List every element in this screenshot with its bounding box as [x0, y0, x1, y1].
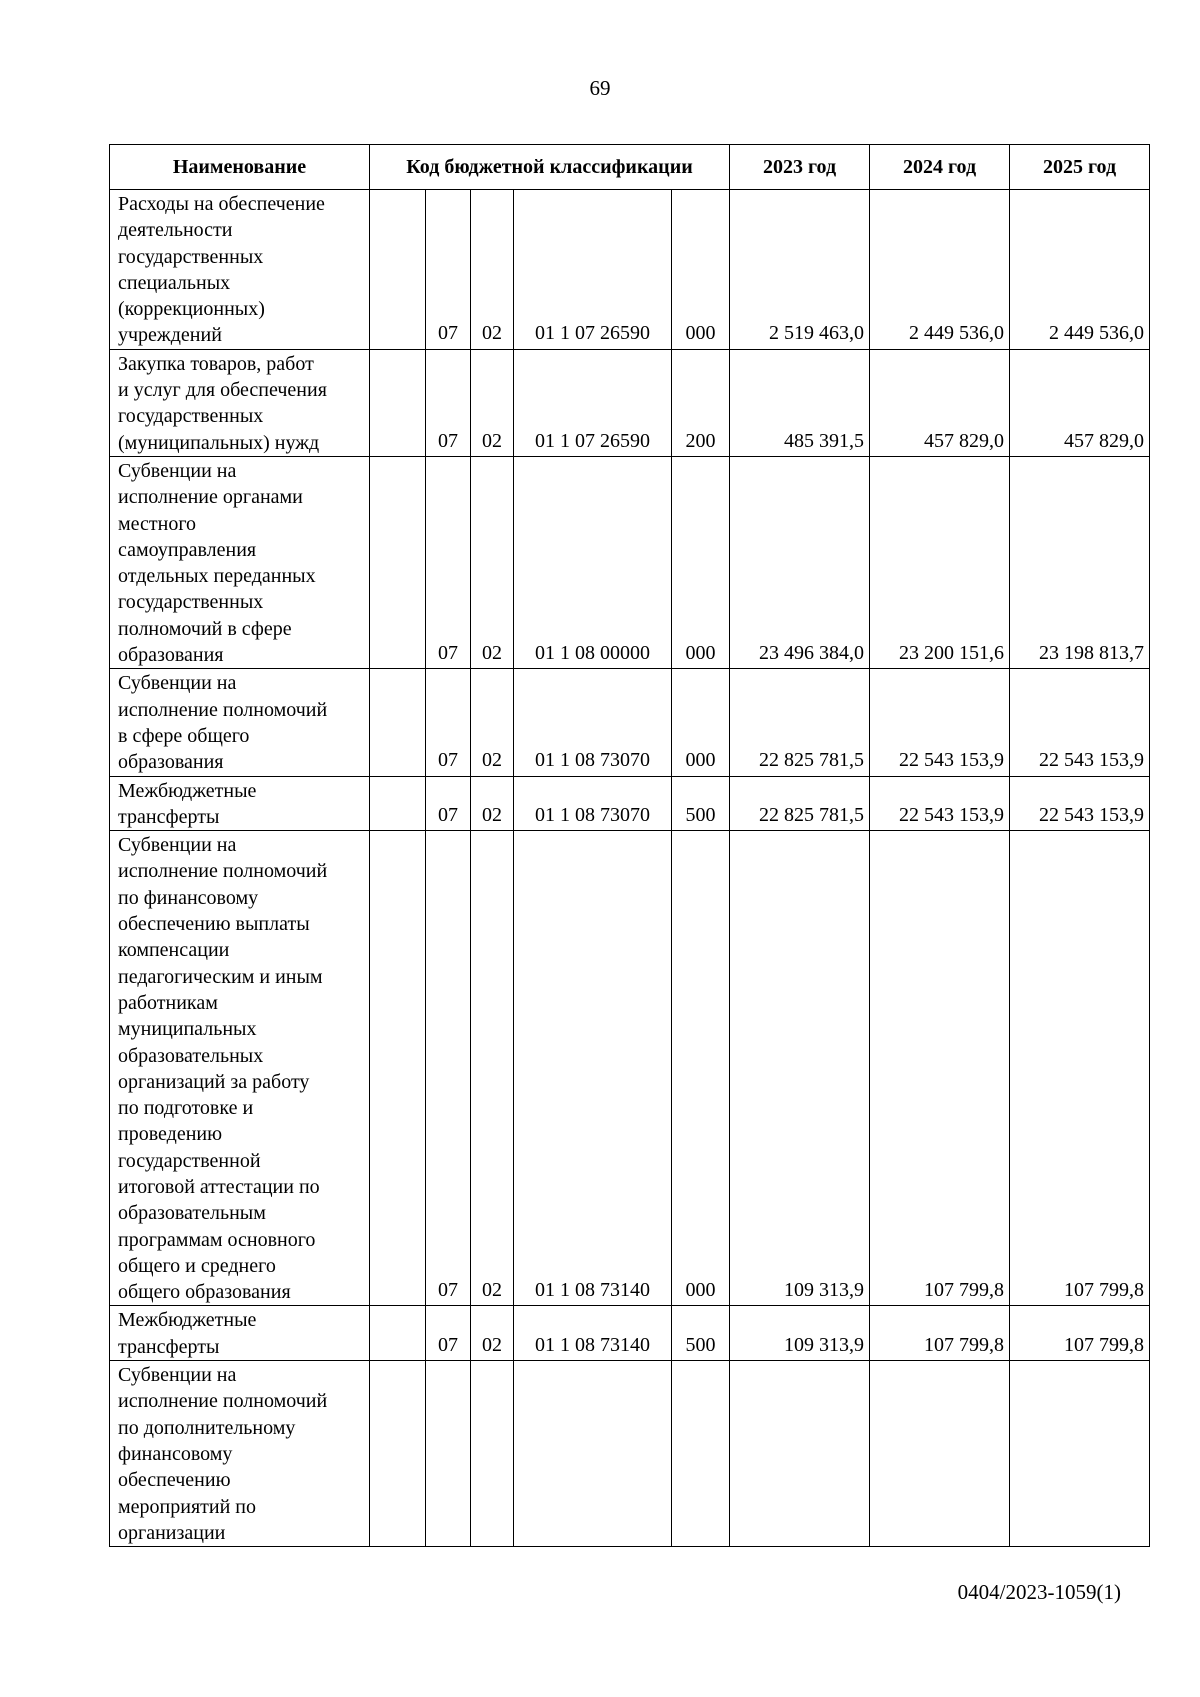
table-row	[110, 831, 1150, 1306]
code-target-article	[514, 1361, 672, 1547]
amount-2024: 22 543 153,9	[870, 669, 1010, 776]
amount-2023: 22 825 781,5	[730, 669, 870, 776]
header-name: Наименование	[110, 145, 370, 190]
code-col1	[370, 831, 426, 1306]
table-row	[110, 776, 1150, 831]
row-name: Закупка товаров, работ и услуг для обеспечения государственных (муниципальных) нужд	[110, 349, 370, 456]
amount-2025: 107 799,8	[1010, 831, 1150, 1306]
code-col1	[370, 1361, 426, 1547]
code-col1	[370, 1306, 426, 1361]
header-2024: 2024 год	[870, 145, 1010, 190]
code-target-article: 01 1 08 00000	[514, 456, 672, 668]
code-subsection: 02	[471, 190, 514, 350]
amount-2025: 23 198 813,7	[1010, 456, 1150, 668]
code-section	[426, 1361, 471, 1547]
table-row	[110, 669, 1150, 776]
amount-2023: 22 825 781,5	[730, 776, 870, 831]
amount-2023: 109 313,9	[730, 1306, 870, 1361]
row-name: Субвенции на исполнение полномочий по финансовому обеспечению выплаты компенсации педагогическим и иным работникам муниципальных образовательных организаций за работу по подготовке и проведению государственной итоговой аттестации по образовательным программам основного общего и среднего общего образования	[110, 831, 370, 1306]
code-target-article: 01 1 08 73140	[514, 1306, 672, 1361]
amount-2025: 2 449 536,0	[1010, 190, 1150, 350]
amount-2024: 2 449 536,0	[870, 190, 1010, 350]
amount-2024: 22 543 153,9	[870, 776, 1010, 831]
code-target-article: 01 1 08 73140	[514, 831, 672, 1306]
code-expense-type: 200	[672, 349, 730, 456]
code-expense-type: 500	[672, 776, 730, 831]
code-section: 07	[426, 1306, 471, 1361]
code-col1	[370, 669, 426, 776]
page-number: 69	[589, 76, 611, 100]
code-section: 07	[426, 669, 471, 776]
amount-2023: 109 313,9	[730, 831, 870, 1306]
amount-2024: 23 200 151,6	[870, 456, 1010, 668]
code-expense-type: 000	[672, 831, 730, 1306]
table-row	[110, 1361, 1150, 1547]
amount-2024: 107 799,8	[870, 1306, 1010, 1361]
header-code: Код бюджетной классификации	[370, 145, 730, 190]
code-col1	[370, 776, 426, 831]
amount-2023: 2 519 463,0	[730, 190, 870, 350]
amount-2023: 485 391,5	[730, 349, 870, 456]
amount-2023: 23 496 384,0	[730, 456, 870, 668]
code-section: 07	[426, 456, 471, 668]
code-expense-type: 000	[672, 456, 730, 668]
row-name: Межбюджетные трансферты	[110, 1306, 370, 1361]
amount-2024: 457 829,0	[870, 349, 1010, 456]
code-section: 07	[426, 349, 471, 456]
code-subsection	[471, 1361, 514, 1547]
code-subsection: 02	[471, 669, 514, 776]
row-name: Межбюджетные трансферты	[110, 776, 370, 831]
code-expense-type: 000	[672, 190, 730, 350]
row-name: Субвенции на исполнение полномочий по дополнительному финансовому обеспечению мероприятий по организации	[110, 1361, 370, 1547]
table-header-row	[110, 145, 1150, 190]
amount-2023	[730, 1361, 870, 1547]
code-col1	[370, 456, 426, 668]
code-subsection: 02	[471, 456, 514, 668]
amount-2025	[1010, 1361, 1150, 1547]
code-target-article: 01 1 08 73070	[514, 776, 672, 831]
row-name: Субвенции на исполнение полномочий в сфере общего образования	[110, 669, 370, 776]
code-target-article: 01 1 07 26590	[514, 190, 672, 350]
code-expense-type	[672, 1361, 730, 1547]
code-section: 07	[426, 776, 471, 831]
code-subsection: 02	[471, 349, 514, 456]
document-code: 0404/2023-1059(1)	[957, 1580, 1121, 1604]
code-expense-type: 000	[672, 669, 730, 776]
row-name: Субвенции на исполнение органами местного самоуправления отдельных переданных государственных полномочий в сфере образования	[110, 456, 370, 668]
budget-table	[109, 144, 1150, 1547]
row-name: Расходы на обеспечение деятельности государственных специальных (коррекционных) учреждений	[110, 190, 370, 350]
amount-2024	[870, 1361, 1010, 1547]
header-2023: 2023 год	[730, 145, 870, 190]
code-target-article: 01 1 08 73070	[514, 669, 672, 776]
code-subsection: 02	[471, 831, 514, 1306]
code-section: 07	[426, 190, 471, 350]
amount-2025: 22 543 153,9	[1010, 669, 1150, 776]
table-row	[110, 190, 1150, 350]
amount-2025: 22 543 153,9	[1010, 776, 1150, 831]
table-row	[110, 1306, 1150, 1361]
code-subsection: 02	[471, 776, 514, 831]
code-section: 07	[426, 831, 471, 1306]
table-row	[110, 349, 1150, 456]
header-2025: 2025 год	[1010, 145, 1150, 190]
code-expense-type: 500	[672, 1306, 730, 1361]
code-subsection: 02	[471, 1306, 514, 1361]
code-col1	[370, 190, 426, 350]
code-col1	[370, 349, 426, 456]
code-target-article: 01 1 07 26590	[514, 349, 672, 456]
amount-2025: 107 799,8	[1010, 1306, 1150, 1361]
table-row	[110, 456, 1150, 668]
amount-2025: 457 829,0	[1010, 349, 1150, 456]
amount-2024: 107 799,8	[870, 831, 1010, 1306]
